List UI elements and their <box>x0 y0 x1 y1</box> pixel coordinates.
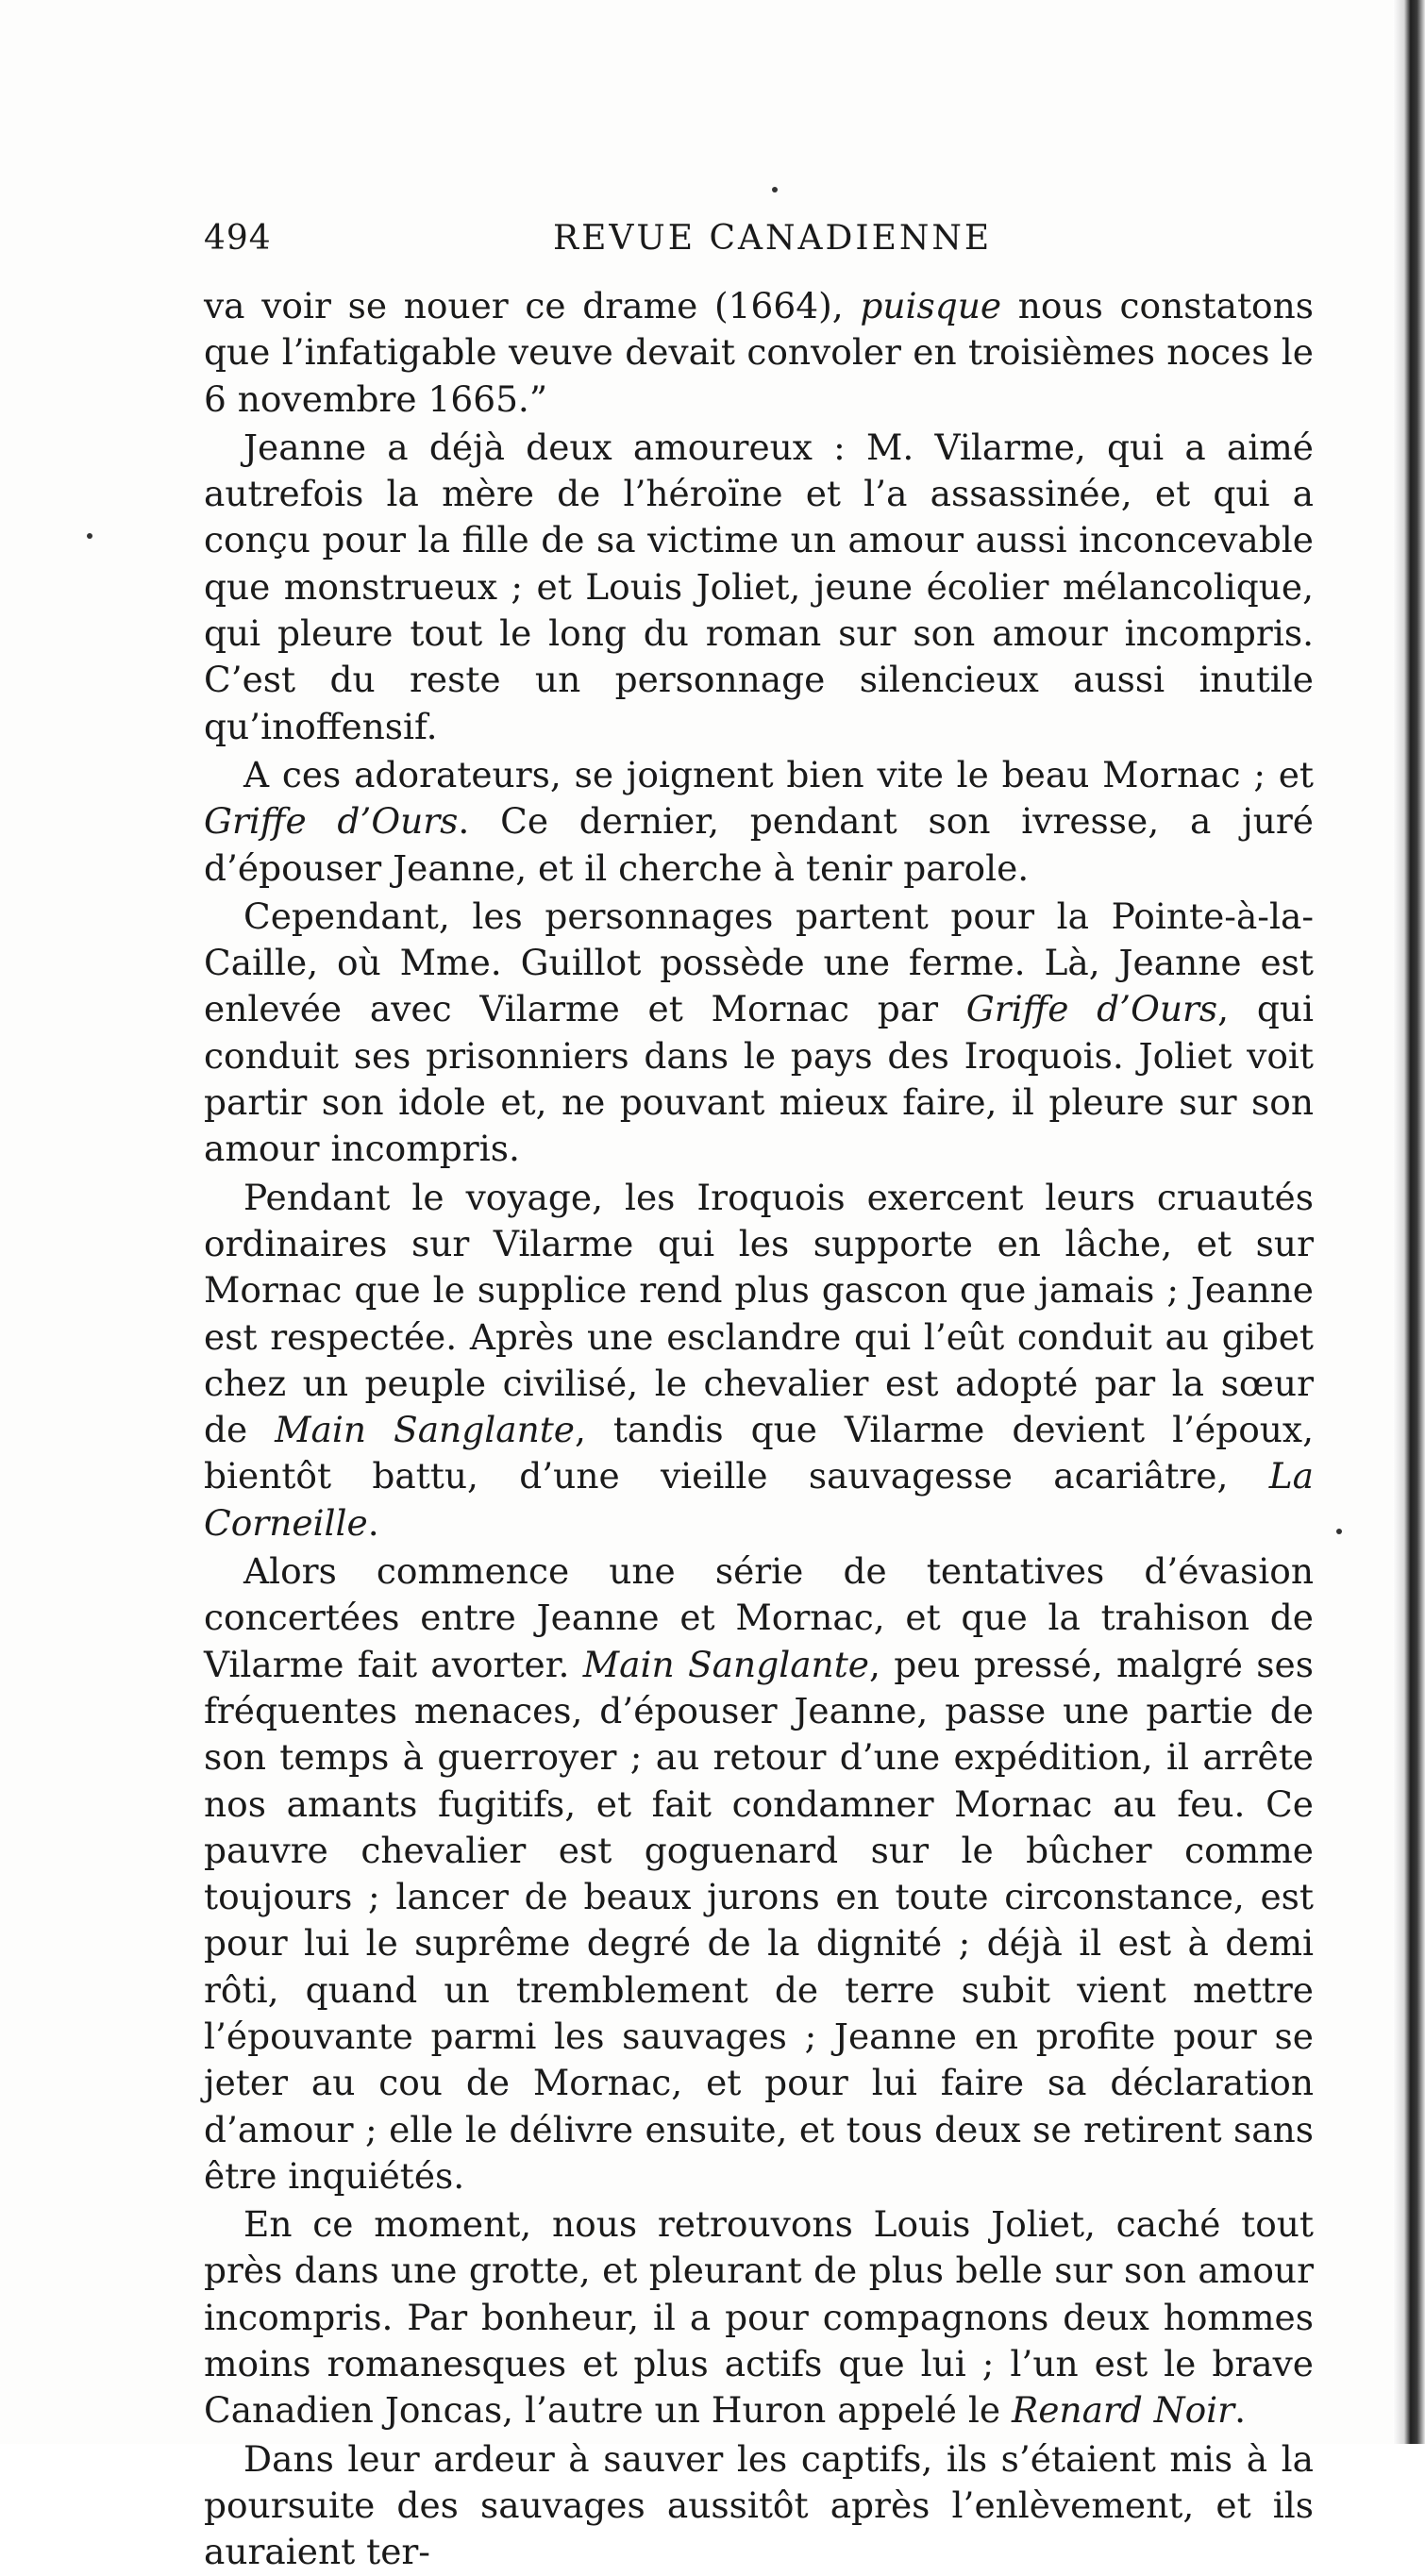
ink-speck <box>772 187 778 192</box>
text-run: A ces adorateurs, se joignent bien vite le beau Mornac ; et <box>243 753 1314 795</box>
ink-speck <box>1336 1529 1342 1534</box>
paragraph <box>204 2436 1314 2576</box>
text-run: , peu pressé, malgré ses fréquentes menaces, d’épouser Jeanne, passe une partie de son temps à guerroyer ; au retour d’une expédition, il arrête nos amants fugitifs, et fait condamner Mornac au feu. Ce pauvre chevalier est goguenard sur le bûcher comme toujours ; lancer de beaux jurons en toute circonstance, est pour lui le suprême degré de la dignité ; déjà il est à demi rôti, quand un tremblement de terre subit vient mettre l’épouvante parmi les sauvages ; Jeanne en profite pour se jeter au cou de Mornac, et pour lui faire sa déclaration d’amour ; elle le délivre ensuite, et tous deux se retirent sans être inquiétés. <box>204 1643 1314 2197</box>
text-run: . <box>367 1501 379 1544</box>
text-run: En ce moment, nous retrouvons Louis Joliet, caché tout près dans une grotte, et pleurant de plus belle sur son amour incompris. Par bonheur, il a pour compagnons deux hommes moins romanesques et plus actifs que lui ; l’un est le brave Canadien Joncas, l’autre un Huron appelé le <box>204 2203 1314 2432</box>
italic-text-run: Main Sanglante <box>275 1409 575 1451</box>
italic-text-run: Griffe d’Ours <box>204 800 459 843</box>
text-run: va voir se nouer ce drame (1664), <box>204 285 861 326</box>
italic-text-run: Griffe d’Ours <box>965 988 1218 1030</box>
paragraph <box>204 894 1314 1173</box>
paragraph <box>204 2201 1314 2434</box>
page-number: 494 <box>204 219 272 258</box>
ink-speck <box>87 533 92 539</box>
italic-text-run: Renard Noir <box>1011 2389 1235 2432</box>
text-run: Jeanne a déjà deux amoureux : M. Vilarme, qui a aimé autrefois la mère de l’héroïne et l’a assassinée, et qui a conçu pour la fille de sa victime un amour aussi inconcevable que monstrueux ; et Louis Joliet, jeune écolier mélancolique, qui pleure tout le long du roman sur son amour incompris. C’est du reste un personnage silencieux aussi inutile qu’inoffensif. <box>204 426 1314 747</box>
italic-text-run: puisque <box>860 285 1002 326</box>
text-run: Pendant le voyage, les Iroquois exercent leurs cruautés ordinaires sur Vilarme qui les supporte en lâche, et sur Mornac que le supplice rend plus gascon que jamais ; Jeanne est respectée. Après une esclandre qui l’eût conduit au gibet chez un peuple civilisé, le chevalier est adopté par la sœur de <box>204 1176 1314 1451</box>
text-run: , tandis que Vilarme devient l’époux, bientôt battu, d’une vieille sauvagesse acariâtre, <box>204 1409 1314 1497</box>
paragraph <box>204 283 1314 423</box>
text-run: . <box>1234 2389 1247 2432</box>
text-run: . Ce dernier, pendant son ivresse, a juré d’épouser Jeanne, et il cherche à tenir parole. <box>204 800 1314 889</box>
text-run: Cependant, les personnages partent pour la Pointe-à-la-Caille, où Mme. Guillot possède une ferme. Là, Jeanne est enlevée avec Vilarme et Mornac par <box>204 895 1314 1030</box>
body-text <box>204 283 1314 2576</box>
running-head: REVUE CANADIENNE <box>553 219 993 258</box>
italic-text-run: La Corneille <box>204 1455 1314 1544</box>
text-run: , qui conduit ses prisonniers dans le pays des Iroquois. Joliet voit partir son idole et, ne pouvant mieux faire, il pleure sur son amour incompris. <box>204 988 1314 1170</box>
paragraph <box>204 752 1314 892</box>
page-header <box>204 219 1299 276</box>
text-run: Dans leur ardeur à sauver les captifs, ils s’étaient mis à la poursuite des sauvages aussitôt après l’enlèvement, et ils auraient ter- <box>204 2437 1314 2573</box>
text-run: nous constatons que l’infatigable veuve devait convoler en troisièmes noces le 6 novembre 1665.” <box>204 285 1314 420</box>
paragraph <box>204 1548 1314 2200</box>
book-binding-edge <box>1393 0 1425 2444</box>
italic-text-run: Main Sanglante <box>582 1643 869 1685</box>
paragraph <box>204 1175 1314 1547</box>
text-run: Alors commence une série de tentatives d’évasion concertées entre Jeanne et Mornac, et que la trahison de Vilarme fait avorter. <box>204 1550 1314 1685</box>
paragraph <box>204 425 1314 750</box>
